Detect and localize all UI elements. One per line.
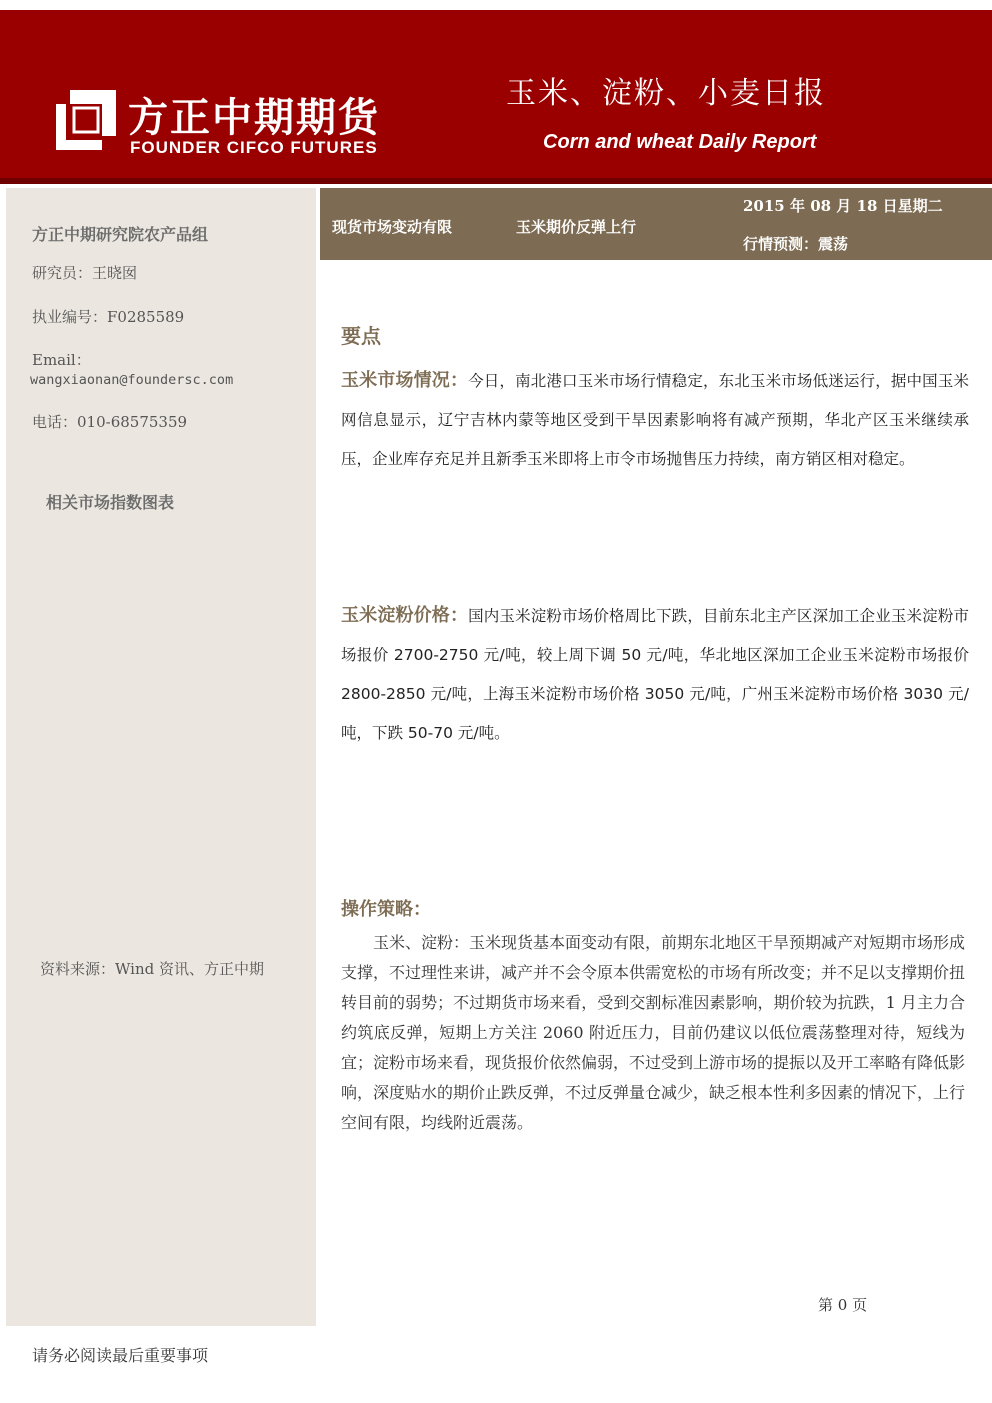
sidebar-email-label: Email： (32, 351, 91, 369)
sidebar-email[interactable]: wangxiaonan@foundersc.com (30, 372, 234, 388)
starch-price-paragraph (341, 596, 969, 753)
founder-logo-icon (56, 90, 116, 150)
footer-disclaimer-note: 请务必阅读最后重要事项 (32, 1346, 209, 1365)
market-forecast (743, 233, 848, 254)
forecast-value: 震荡 (818, 235, 849, 253)
report-date: 2015 年 08 月 18 日星期二 (743, 197, 943, 215)
strategy-text: 玉米、淀粉：玉米现货基本面变动有限，前期东北地区干旱预期减产对短期市场形成支撑，不过理性来讲，减产并不会令原本供需宽松的市场有所改变；并不足以支撑期价扭转目前的弱势；不过期货市场来看，受到交割标准因素影响，期价较为抗跌，1 月主力合约筑底反弹，短期上方关注 2060 附近压力，目前仍建议以低位震荡整理对待，短线为宜；淀粉市场来看，现货报价依然偏弱，不过受到上游市场的提振以及开工率略有降低影响，深度贴水的期价止跌反弹，不过反弹量仓减少，缺乏根本性利多因素的情况下，上行空间有限，均线附近震荡。 (341, 933, 966, 1132)
section-heading-key-points: 要点 (341, 324, 381, 348)
sidebar-phone: 电话：010-68575359 (32, 413, 188, 431)
starch-price-text: 国内玉米淀粉市场价格周比下跌，目前东北主产区深加工企业玉米淀粉市场报价 2700-2750 元/吨，较上周下调 50 元/吨，华北地区深加工企业玉米淀粉市场报价 2800-2850 元/吨，上海玉米淀粉市场价格 3050 元/吨，广州玉米淀粉市场价格 3030 元/吨，下跌 50-70 元/吨。 (341, 607, 969, 742)
logo-english-name: FOUNDER CIFCO FUTURES (130, 138, 378, 157)
report-subtitle: Corn and wheat Daily Report (543, 131, 817, 153)
sidebar-org: 方正中期研究院农产品组 (32, 225, 209, 244)
sidebar-data-source: 资料来源：Wind 资讯、方正中期 (40, 960, 264, 978)
page-number: 第 0 页 (818, 1296, 868, 1314)
report-header (0, 10, 992, 184)
starch-price-label: 玉米淀粉价格： (341, 605, 469, 626)
topic-bar (320, 188, 992, 260)
corn-market-paragraph (341, 361, 969, 479)
topic-spot-market: 现货市场变动有限 (332, 218, 453, 236)
topic-corn-futures: 玉米期价反弹上行 (516, 218, 637, 236)
logo-chinese-name: 方正中期期货 (128, 95, 380, 141)
corn-market-label: 玉米市场情况： (341, 370, 469, 391)
sidebar (6, 188, 316, 1326)
forecast-label: 行情预测： (743, 235, 819, 253)
sidebar-researcher: 研究员：王晓囡 (32, 264, 138, 282)
sidebar-license: 执业编号：F0285589 (32, 308, 185, 326)
corn-market-text: 今日，南北港口玉米市场行情稳定，东北玉米市场低迷运行，据中国玉米网信息显示，辽宁吉林内蒙等地区受到干旱因素影响将有减产预期，华北产区玉米继续承压，企业库存充足并且新季玉米即将上市令市场抛售压力持续，南方销区相对稳定。 (341, 372, 969, 468)
strategy-heading: 操作策略： (341, 899, 431, 920)
report-title: 玉米、淀粉、小麦日报 (506, 76, 826, 111)
sidebar-charts-heading: 相关市场指数图表 (46, 493, 175, 512)
